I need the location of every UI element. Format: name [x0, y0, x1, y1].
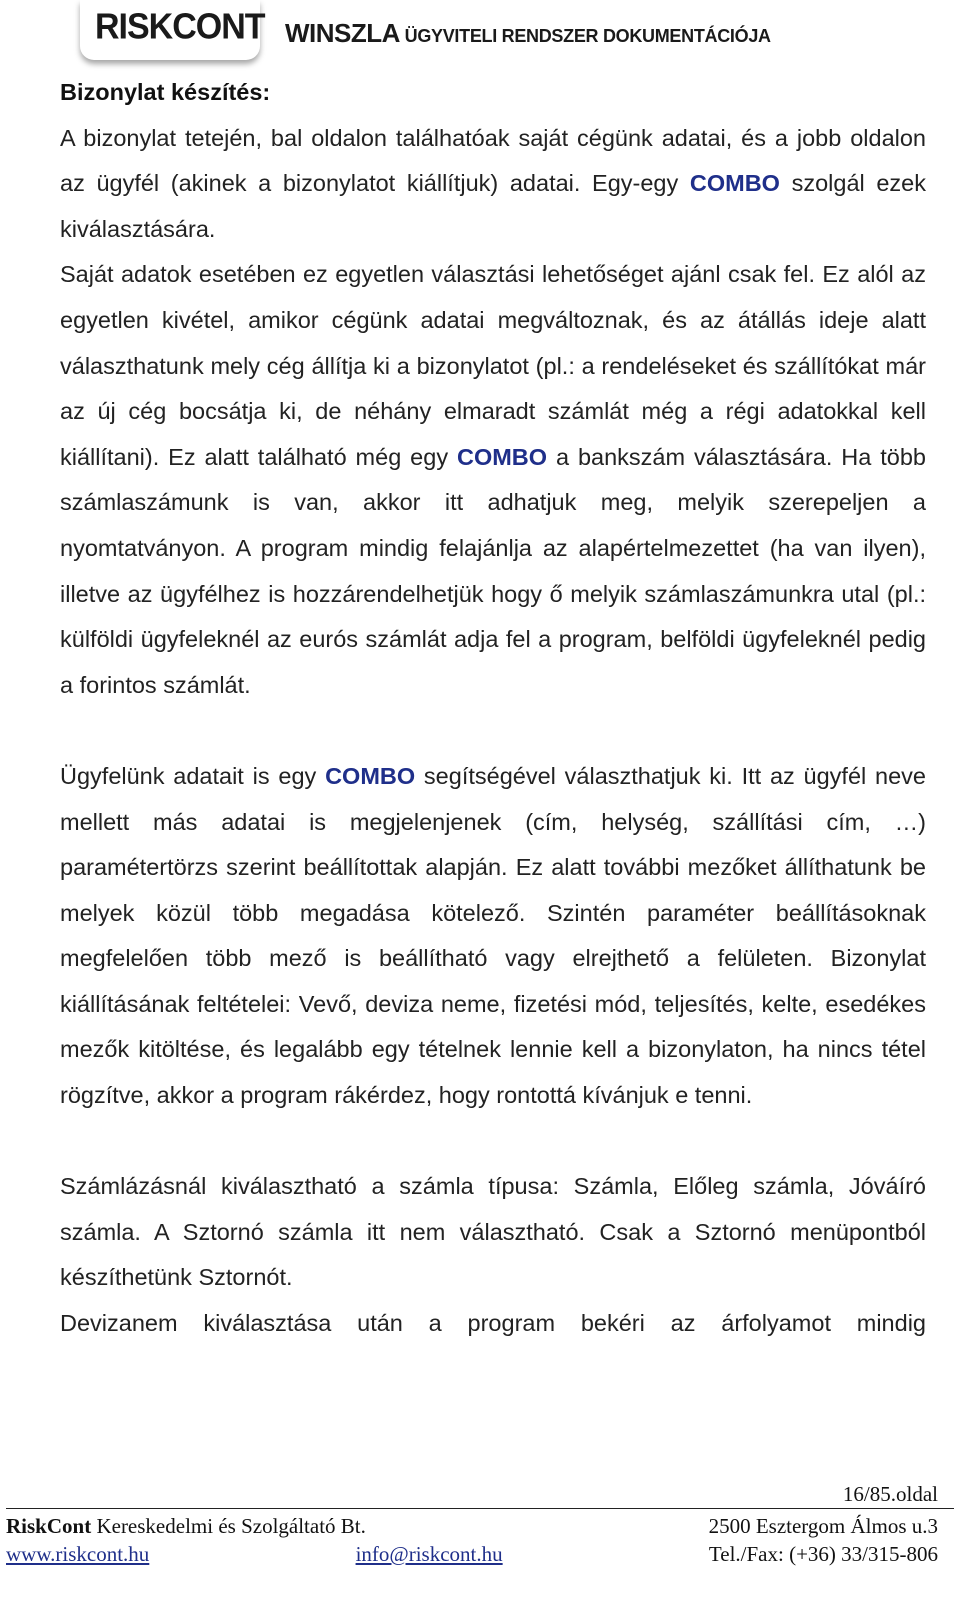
page-header	[0, 0, 960, 72]
footer-address: 2500 Esztergom Álmos u.3	[708, 1514, 938, 1538]
footer-row-1	[6, 1512, 938, 1540]
paragraph-1-text-a: A bizonylat tetején, bal oldalon találhatóak saját cégünk adatai, és a jobb oldalon az ügyfél (akinek a bizonylatot kiállítjuk) adatai. Egy-egy	[60, 124, 926, 197]
paragraph-3-text-a: Ügyfelünk adatait is egy	[60, 762, 326, 789]
section-title: Bizonylat készítés:	[60, 79, 271, 105]
header-title-product: WINSZLA	[285, 18, 400, 48]
footer-row-2	[6, 1540, 938, 1568]
combo-keyword: COMBO	[325, 762, 416, 789]
paragraph-3	[60, 754, 926, 1119]
footer-company	[6, 1512, 366, 1540]
paragraph-2	[60, 252, 926, 708]
email-link[interactable]: info@riskcont.hu	[355, 1542, 503, 1566]
page-number: 16/85.oldal	[842, 1482, 938, 1506]
combo-keyword: COMBO	[456, 443, 548, 470]
header-title	[285, 18, 771, 49]
header-title-rest: ÜGYVITELI RENDSZER DOKUMENTÁCIÓJA	[399, 26, 771, 46]
spacer	[60, 1119, 926, 1165]
paragraph-2-text-b: a bankszám választására. Ha több számlaszámunk is van, akkor itt adhatjuk meg, melyik szerepeljen a nyomtatványon. A program mindig felajánlja az alapértelmezettet (ha van ilyen), illetve az ügyfélhez is hozzárendelhetjük hogy ő melyik számlaszámunkra utal (pl.: külföldi ügyfeleknél az eurós számlát adja fel a program, belföldi ügyfeleknél pedig a forintos számlát.	[60, 443, 926, 698]
document-body	[60, 70, 926, 1347]
paragraph-5: Devizanem kiválasztása után a program bekéri az árfolyamot mindig	[60, 1310, 926, 1337]
website-link[interactable]: www.riskcont.hu	[6, 1542, 150, 1566]
paragraph-3-text-b: segítségével választhatjuk ki. Itt az ügyfél neve mellett más adatai is megjelenjenek (cím, helység, szállítási cím, …) paramétertörzs szerint beállítottak alapján. Ez alatt további mezőket állíthatunk be melyek közül több megadása kötelező. Szintén paraméter beállításoknak megfelelően több mező is beállítható vagy elrejthető a felületen. Bizonylat kiállításának feltételei: Vevő, deviza neme, fizetési mód, teljesítés, kelte, esedékes mezők kitöltése, és legalább egy tételnek lennie kell a bizonylaton, ha nincs tétel rögzítve, akkor a program rákérdez, hogy rontottá kívánjuk e tenni.	[60, 762, 926, 1109]
footer-phone: Tel./Fax: (+36) 33/315-806	[708, 1542, 938, 1566]
page-footer	[6, 1512, 938, 1568]
paragraph-1	[60, 116, 926, 253]
paragraph-1-text-b: szolgál ezek kiválasztására.	[60, 170, 926, 242]
footer-company-name: RiskCont	[6, 1514, 92, 1538]
paragraph-2-text-a: Saját adatok esetében ez egyetlen választási lehetőséget ajánl csak fel. Ez alól az egyetlen kivétel, amikor cégünk adatai megváltoznak, és az átállás ideje alatt választhatunk mely cég állítja ki a bizonylatot (pl.: a rendeléseket és szállítókat már az új cég bocsátja ki, de néhány elmaradt számlát még a régi adatokkal kell kiállítani). Ez alatt található még egy	[60, 261, 926, 470]
riskcont-logo: RISKCONT	[95, 7, 265, 47]
combo-keyword: COMBO	[689, 170, 780, 197]
footer-divider	[6, 1508, 954, 1509]
footer-company-type: Kereskedelmi és Szolgáltató Bt.	[91, 1514, 366, 1538]
spacer	[60, 708, 926, 754]
paragraph-4: Számlázásnál kiválasztható a számla típusa: Számla, Előleg számla, Jóváíró számla. A Sztornó számla itt nem választható. Csak a Sztornó menüpontból készíthetünk Sztornót.	[60, 1173, 926, 1291]
